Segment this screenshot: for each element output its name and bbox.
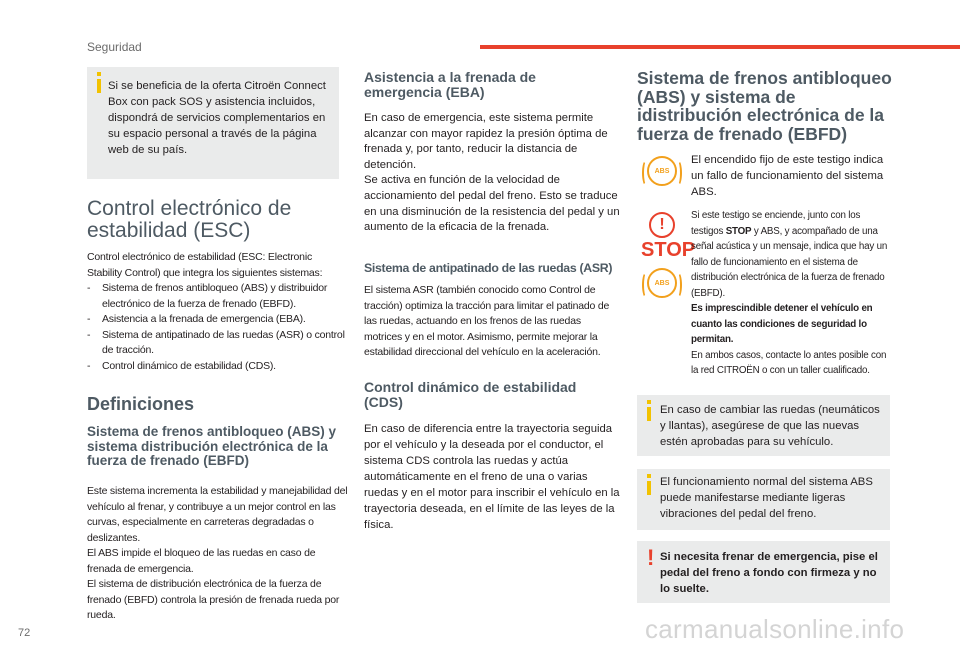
info-icon [97, 79, 101, 93]
list-item: - Control dinámico de estabilidad (CDS). [87, 359, 349, 375]
page-number: 72 [18, 627, 31, 639]
eba-text: En caso de emergencia, este sistema permite alcanzar con mayor rapidez la presión óptima de frenada y, por tanto, reducir la distancia de detención. Se activa en función de la velocidad de accionamiento del pedal del freno. Esto se traduce en una disminución de la resistencia del pedal y un aumento de la eficacia de la frenada. [364, 112, 620, 234]
list-item: - Sistema de frenos antibloqueo (ABS) y distribuidor electrónico de la fuerza de frenado (EBFD). [87, 281, 349, 312]
esc-title: Control electrónico de estabilidad (ESC) [87, 197, 292, 242]
list-item: - Asistencia a la frenada de emergencia (EBA). [87, 312, 349, 328]
note-text: Si se beneficia de la oferta Citroën Connect Box con pack SOS y asistencia incluidos, dispondrá de servicios complementarios en su espacio personal a través de la página web de su país. [108, 80, 326, 156]
abs-ebfd-heading: Sistema de frenos antibloqueo (ABS) y sistema distribución electrónica de la fuerza de frenado (EBFD) [87, 424, 337, 468]
note-box-abs-vibration [637, 469, 890, 530]
warning-box-emergency [637, 541, 890, 603]
section-color-bar [480, 45, 960, 49]
stop-lamp-text: Si este testigo se enciende, junto con los testigos STOP y ABS, y acompañado de una señal acústica y un mensaje, indica que hay un fallo de funcionamiento en el sistema de distribución electrónica de la fuerza de frenado (EBFD). Es imprescindible detener el vehículo en cuanto las condiciones de seguridad lo permitan. En ambos casos, contacte lo antes posible con la red CITROËN o con un taller cualificado. [691, 210, 888, 376]
note-text: En caso de cambiar las ruedas (neumáticos y llantas), asegúrese de que las nuevas estén aprobadas para su vehículo. [660, 404, 880, 448]
note-box-wheels [637, 395, 890, 456]
esc-list [87, 281, 349, 374]
info-icon [647, 481, 651, 495]
definiciones-heading: Definiciones [87, 394, 195, 414]
abs-warning-icon: ABS [647, 268, 677, 298]
warning-text: Si necesita frenar de emergencia, pise el pedal del freno a fondo con firmeza y no lo suelte. [660, 551, 878, 595]
warning-icon: ! [647, 545, 655, 570]
note-box-connect [87, 67, 339, 179]
list-item: - Sistema de antipatinado de las ruedas (ASR) o control de tracción. [87, 328, 349, 359]
cds-text: En caso de diferencia entre la trayectoria seguida por el vehículo y la deseada por el conductor, el sistema CDS controla las ruedas y actúa automáticamente en el freno de una o varias ruedas y en el motor para inscribir el vehículo en la trayectoria deseada, en el límite de las leyes de la física. [364, 423, 620, 531]
esc-intro: Control electrónico de estabilidad (ESC: Electronic Stability Control) que integra los siguientes sistemas: [87, 251, 323, 279]
cds-heading: Control dinámico de estabilidad (CDS) [364, 379, 577, 410]
abs-warning-icon: ABS [647, 156, 677, 186]
abs-system-title: Sistema de frenos antibloqueo (ABS) y sistema de idistribución electrónica de la fuerza de frenado (EBFD) [637, 68, 892, 144]
eba-heading: Asistencia a la frenada de emergencia (EBA) [364, 69, 536, 100]
section-label: Seguridad [87, 40, 142, 54]
abs-lamp-text: El encendido fijo de este testigo indica un fallo de funcionamiento del sistema ABS. [691, 154, 884, 198]
watermark: carmanualsonline.info [645, 614, 905, 644]
info-icon [647, 407, 651, 421]
brake-warning-icon: ! [649, 212, 675, 238]
abs-ebfd-text: Este sistema incrementa la estabilidad y manejabilidad del vehículo al frenar, y contribuye a un mejor control en las curvas, especialmente en carreteras degradadas o deslizantes. El ABS impide el bloqueo de las ruedas en caso de frenada de emergencia. El sistema de distribución electrónica de la fuerza de frenado (EBFD) controla la presión de frenada rueda por rueda. [87, 485, 348, 621]
note-text: El funcionamiento normal del sistema ABS puede manifestarse mediante ligeras vibraciones del pedal del freno. [660, 476, 873, 520]
asr-text: El sistema ASR (también conocido como Control de tracción) optimiza la tracción para limitar el patinado de las ruedas, actuando en los frenos de las ruedas motrices y en el motor. Asimismo, permite mejorar la estabilidad direccional del vehículo en la aceleración. [364, 284, 610, 358]
asr-heading: Sistema de antipatinado de las ruedas (ASR) [364, 261, 613, 275]
stop-warning-icon: STOP [641, 239, 696, 261]
